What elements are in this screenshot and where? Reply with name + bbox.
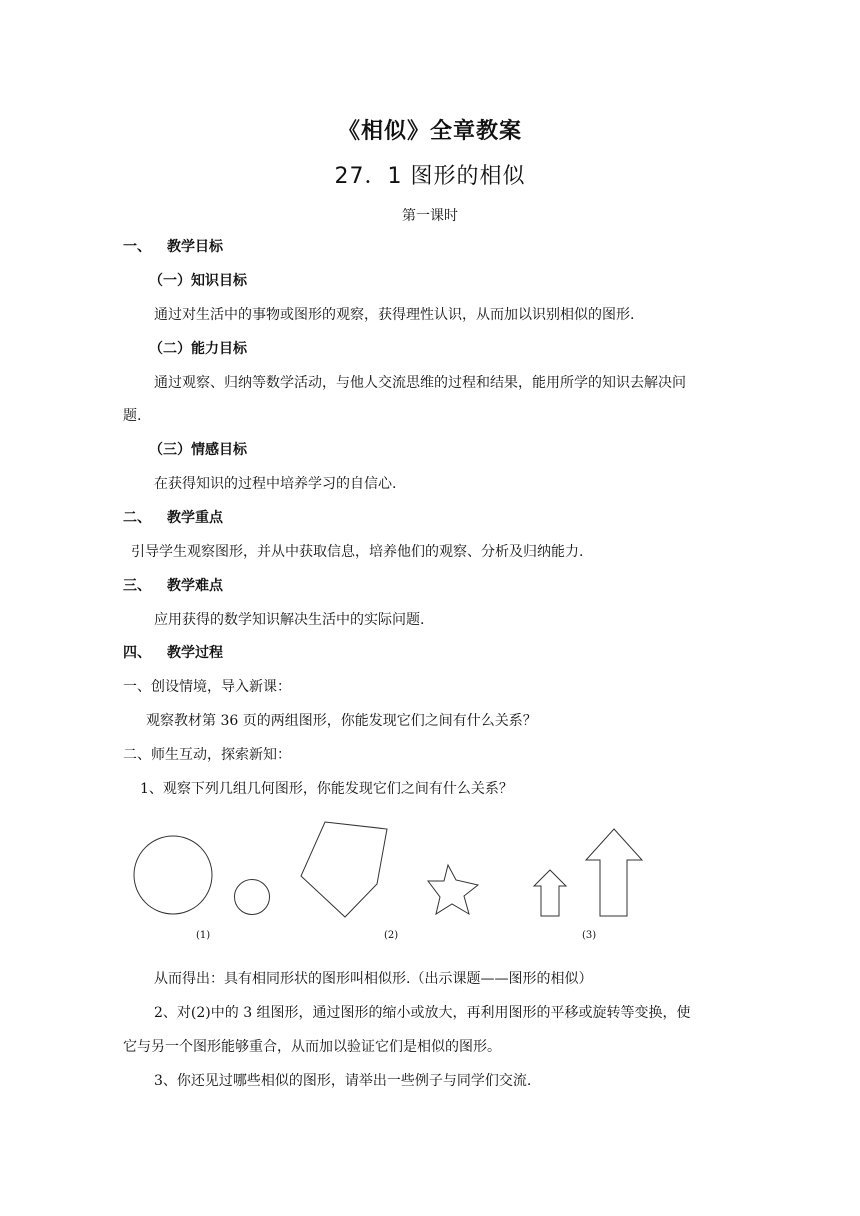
step-heading: 二、师生互动，探索新知： [123, 747, 291, 763]
heading-label: 教学过程 [167, 645, 223, 661]
small-arrow [534, 870, 566, 916]
paragraph: 题. [123, 408, 142, 424]
step-heading: 一、创设情境，导入新课： [123, 679, 291, 695]
large-arrow [586, 829, 642, 916]
figure-label-3: (3) [582, 930, 597, 941]
heading-label: 教学难点 [167, 578, 223, 594]
figure-label-1: (1) [196, 930, 211, 941]
subheading-ability-goal: （二）能力目标 [149, 341, 247, 357]
heading-label: 教学重点 [167, 510, 223, 526]
paragraph: 通过对生活中的事物或图形的观察，获得理性认识，从而加以识别相似的图形. [154, 307, 635, 323]
lesson-label: 第一课时 [402, 208, 458, 224]
subheading-emotion-goal: （三）情感目标 [149, 442, 247, 458]
section-subtitle: 27．1 图形的相似 [334, 164, 526, 189]
heading-label: 教学目标 [167, 239, 223, 255]
heading-number: 二、 [123, 510, 151, 526]
large-star [301, 822, 387, 917]
heading-number: 一、 [123, 239, 151, 255]
subheading-knowledge-goal: （一）知识目标 [149, 273, 247, 289]
heading-number: 四、 [123, 645, 151, 661]
large-circle [134, 836, 212, 914]
paragraph: 它与另一个图形能够重合，从而加以验证它们是相似的图形。 [123, 1039, 501, 1055]
paragraph: 在获得知识的过程中培养学习的自信心. [154, 476, 397, 492]
paragraph: 从而得出：具有相同形状的图形叫相似形.（出示课题——图形的相似） [154, 971, 593, 987]
paragraph: 应用获得的数学知识解决生活中的实际问题. [154, 612, 425, 628]
paragraph: 引导学生观察图形，并从中获取信息，培养他们的观察、分析及归纳能力. [131, 544, 584, 560]
paragraph: 2、对(2)中的 3 组图形，通过图形的缩小或放大，再利用图形的平移或旋转等变换，使 [154, 1005, 691, 1021]
heading-number: 三、 [123, 578, 151, 594]
figure-label-2: (2) [384, 930, 399, 941]
paragraph: 观察教材第 36 页的两组图形，你能发现它们之间有什么关系？ [146, 713, 537, 729]
document-title: 《相似》全章教案 [337, 119, 522, 144]
small-circle [235, 880, 270, 915]
small-star [428, 865, 478, 914]
paragraph: 通过观察、归纳等数学活动，与他人交流思维的过程和结果，能用所学的知识去解决问 [154, 375, 686, 391]
paragraph: 1、观察下列几组几何图形，你能发现它们之间有什么关系？ [140, 781, 513, 797]
paragraph: 3、你还见过哪些相似的图形，请举出一些例子与同学们交流. [154, 1073, 532, 1089]
